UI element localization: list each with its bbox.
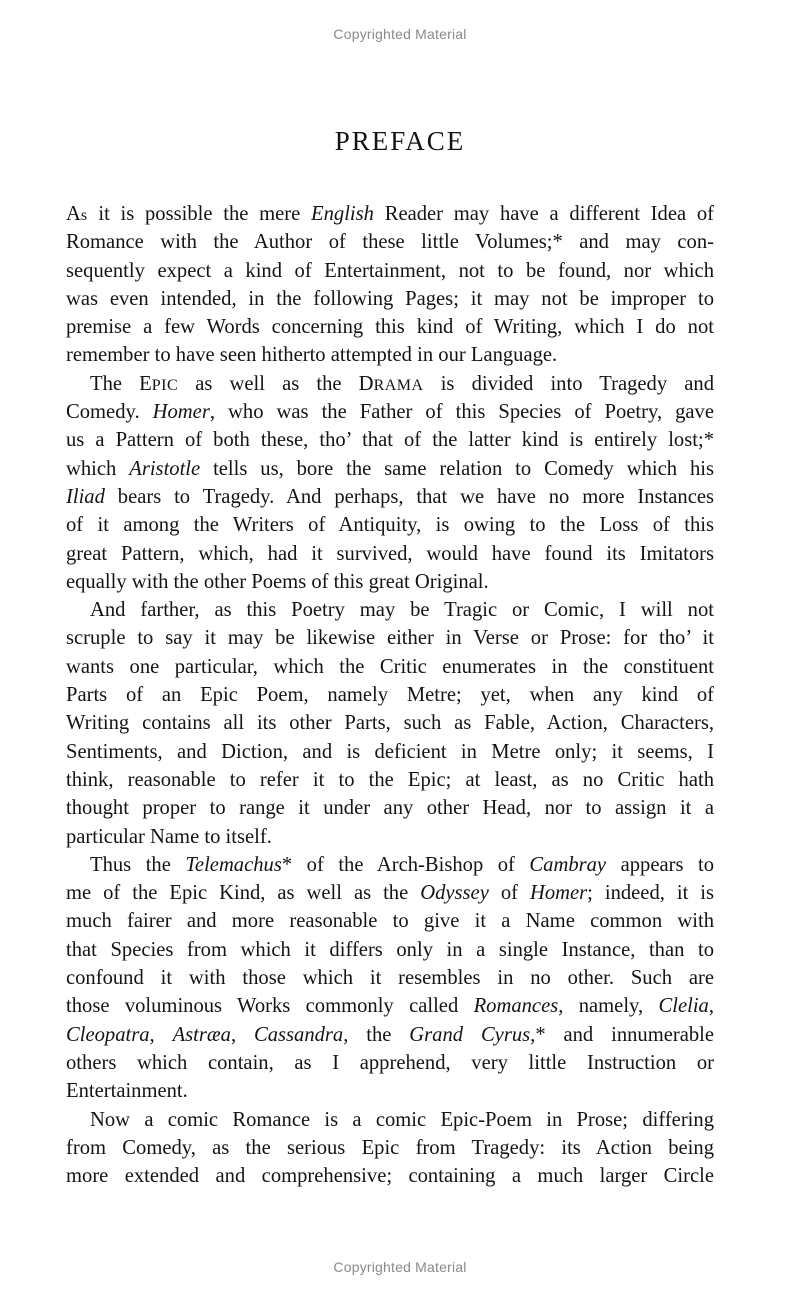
text-line: equally with the other Poems of this great Original. xyxy=(66,570,489,593)
text-line: that Species from which it differs only in a single Instance, than to xyxy=(66,938,714,961)
text-line: from Comedy, as the serious Epic from Tragedy: its Action being xyxy=(66,1136,714,1159)
text-line: think, reasonable to refer it to the Epic; at least, as no Critic hath xyxy=(66,768,714,791)
text-line: And farther, as this Poetry may be Tragic or Comic, I will not xyxy=(90,599,714,622)
text-line: Romance with the Author of these little Volumes;* and may con- xyxy=(66,231,714,254)
text-line: was even intended, in the following Pages; it may not be improper to xyxy=(66,287,714,310)
text-line: Parts of an Epic Poem, namely Metre; yet, when any kind of xyxy=(66,684,714,707)
text-line: confound it with those which it resembles in no other. Such are xyxy=(66,967,714,990)
text-line: Sentiments, and Diction, and is deficient in Metre only; it seems, I xyxy=(66,740,714,763)
text-line: Writing contains all its other Parts, such as Fable, Action, Characters, xyxy=(66,712,714,735)
text-line: Entertainment. xyxy=(66,1080,188,1103)
text-line: As it is possible the mere English Reader may have a different Idea of xyxy=(66,203,715,225)
text-line: wants one particular, which the Critic enumerates in the constituent xyxy=(66,655,714,678)
watermark-bottom: Copyrighted Material xyxy=(333,1259,467,1275)
text-line: me of the Epic Kind, as well as the Odyssey of Homer; indeed, it is xyxy=(66,882,715,905)
text-line: much fairer and more reasonable to give it a Name common with xyxy=(66,910,714,933)
text-line: Iliad bears to Tragedy. And perhaps, that we have no more Instances xyxy=(66,485,714,508)
text-line: remember to have seen hitherto attempted in our Language. xyxy=(66,344,558,367)
text-line: others which contain, as I apprehend, very little Instruction or xyxy=(66,1051,714,1074)
text-line: scruple to say it may be likewise either in Verse or Prose: for tho’ it xyxy=(66,627,714,650)
text-line: which Aristotle tells us, bore the same relation to Comedy which his xyxy=(66,457,715,480)
text-line: more extended and comprehensive; containing a much larger Circle xyxy=(66,1165,714,1188)
text-line: The EPIC as well as the DRAMA is divided into Tragedy and xyxy=(90,372,714,395)
text-line: particular Name to itself. xyxy=(66,825,272,848)
text-line: sequently expect a kind of Entertainment, not to be found, nor which xyxy=(66,259,714,282)
preface-body xyxy=(66,200,714,1190)
page-title: PREFACE xyxy=(334,126,466,156)
text-line: thought proper to range it under any other Head, nor to assign it a xyxy=(66,797,714,820)
watermark-top: Copyrighted Material xyxy=(333,26,467,42)
text-line: Thus the Telemachus* of the Arch-Bishop of Cambray appears to xyxy=(90,853,714,876)
text-line: Now a comic Romance is a comic Epic-Poem in Prose; differing xyxy=(90,1108,714,1131)
text-line: those voluminous Works commonly called Romances, namely, Clelia, xyxy=(66,995,714,1018)
text-line: great Pattern, which, had it survived, would have found its Imitators xyxy=(66,542,714,565)
text-line: of it among the Writers of Antiquity, is owing to the Loss of this xyxy=(66,514,714,537)
text-line: premise a few Words concerning this kind of Writing, which I do not xyxy=(66,316,714,339)
text-line: us a Pattern of both these, tho’ that of the latter kind is entirely lost;* xyxy=(66,429,714,452)
text-line: Comedy. Homer, who was the Father of this Species of Poetry, gave xyxy=(66,401,714,424)
text-line: Cleopatra, Astræa, Cassandra, the Grand Cyrus,* and innumerable xyxy=(66,1023,715,1046)
